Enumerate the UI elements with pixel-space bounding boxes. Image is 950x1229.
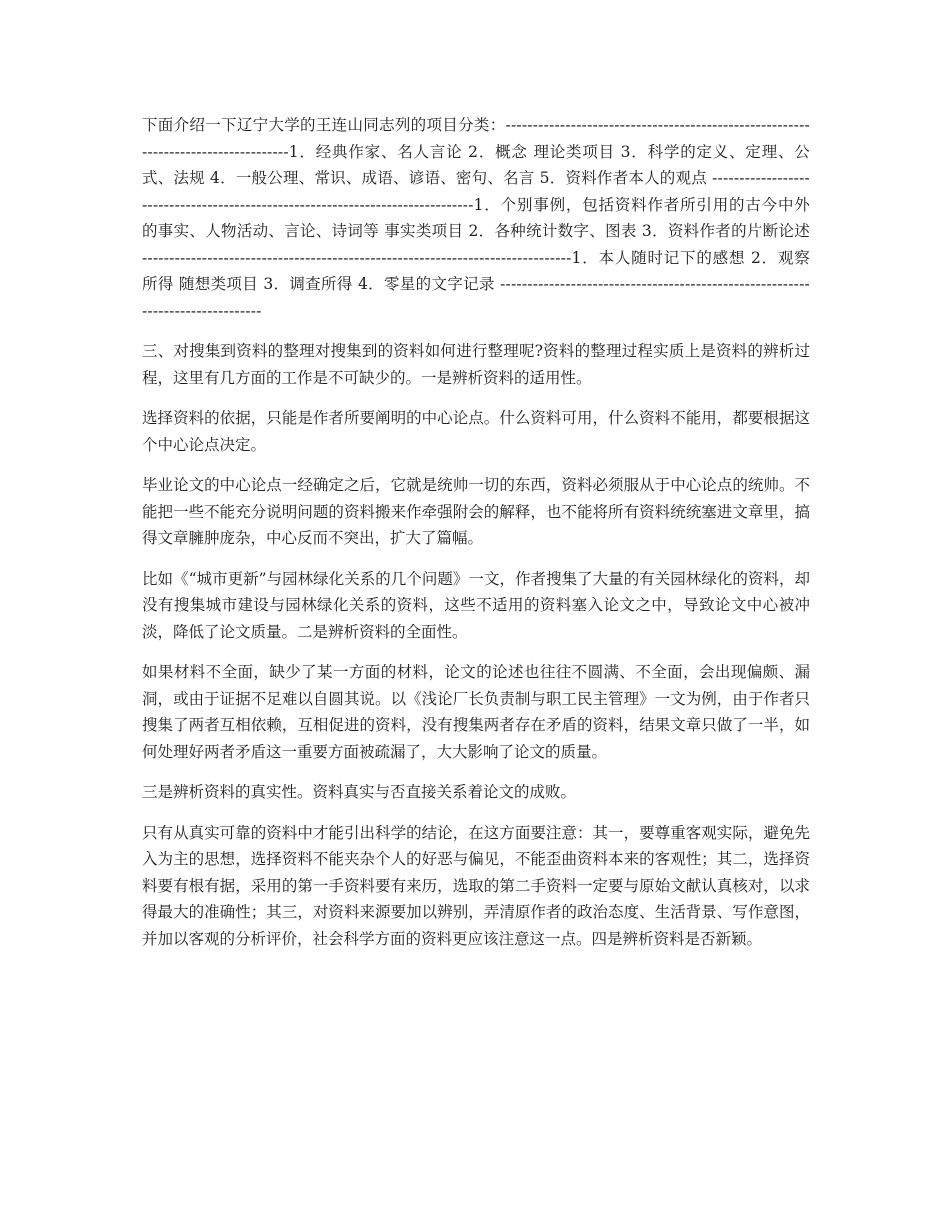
paragraph-completeness: 如果材料不全面，缺少了某一方面的材料，论文的论述也往往不圆满、不全面，会出现偏颇、漏洞，或由于证据不足难以自圆其说。以《浅论厂长负责制与职工民主管理》一文为例，由于作者只搜集了两者互相依赖，互相促进的资料，没有搜集两者存在矛盾的资料，结果文章只做了一半，如何处理好两者矛盾这一重要方面被疏漏了，大大影响了论文的质量。 <box>142 663 810 761</box>
paragraph-organize-materials: 三、对搜集到资料的整理对搜集到的资料如何进行整理呢?资料的整理过程实质上是资料的辨析过程，这里有几方面的工作是不可缺少的。一是辨析资料的适用性。 <box>142 342 810 387</box>
paragraph-reliable-sources: 只有从真实可靠的资料中才能引出科学的结论，在这方面要注意：其一，要尊重客观实际，避免先入为主的思想，选择资料不能夹杂个人的好恶与偏见，不能歪曲资料本来的客观性；其二，选择资料要有根有据，采用的第一手资料要有来历，选取的第二手资料一定要与原始文献认真核对，以求得最大的准确性；其三，对资料来源要加以辨别，弄清原作者的政治态度、生活背景、写作意图，并加以客观的分析评价，社会科学方面的资料更应该注意这一点。四是辨析资料是否新颖。 <box>142 823 810 948</box>
classification-list-paragraph: 下面介绍一下辽宁大学的王连山同志列的项目分类：-----------------------------------------------------------------------------------1．经典作家、名人言论 2．概念 理论类项目 3．科学的定义、定理、公式、法规 4．一般公理、常识、成语、谚语、密句、名言 5．资料作者本人的观点 -------------------------------------------------------------------------------1．个别事例，包括资料作者所引用的古今中外的事实、人物活动、言论、诗词等 事实类项目 2．各种统计数字、图表 3．资料作者的片断论述 -------------------------------------------------------------------------------1．本人随时记下的感想 2．观察所得 随想类项目 3．调查所得 4．零星的文字记录 ------------------------------------------------------------------------------- <box>142 116 810 320</box>
paragraph-selection-basis: 选择资料的依据，只能是作者所要阐明的中心论点。什么资料可用，什么资料不能用，都要根据这个中心论点决定。 <box>142 409 810 454</box>
paragraph-example-city-renewal: 比如《“城市更新”与园林绿化关系的几个问题》一文，作者搜集了大量的有关园林绿化的资料，却没有搜集城市建设与园林绿化关系的资料，这些不适用的资料塞入论文之中，导致论文中心被冲淡，降低了论文质量。二是辨析资料的全面性。 <box>142 569 810 641</box>
paragraph-authenticity: 三是辨析资料的真实性。资料真实与否直接关系着论文的成败。 <box>142 783 577 801</box>
paragraph-central-argument: 毕业论文的中心论点一经确定之后，它就是统帅一切的东西，资料必须服从于中心论点的统帅。不能把一些不能充分说明问题的资料搬来作牵强附会的解释，也不能将所有资料统统塞进文章里，搞得文章臃肿庞杂，中心反而不突出，扩大了篇幅。 <box>142 476 810 547</box>
document-body <box>142 112 810 952</box>
